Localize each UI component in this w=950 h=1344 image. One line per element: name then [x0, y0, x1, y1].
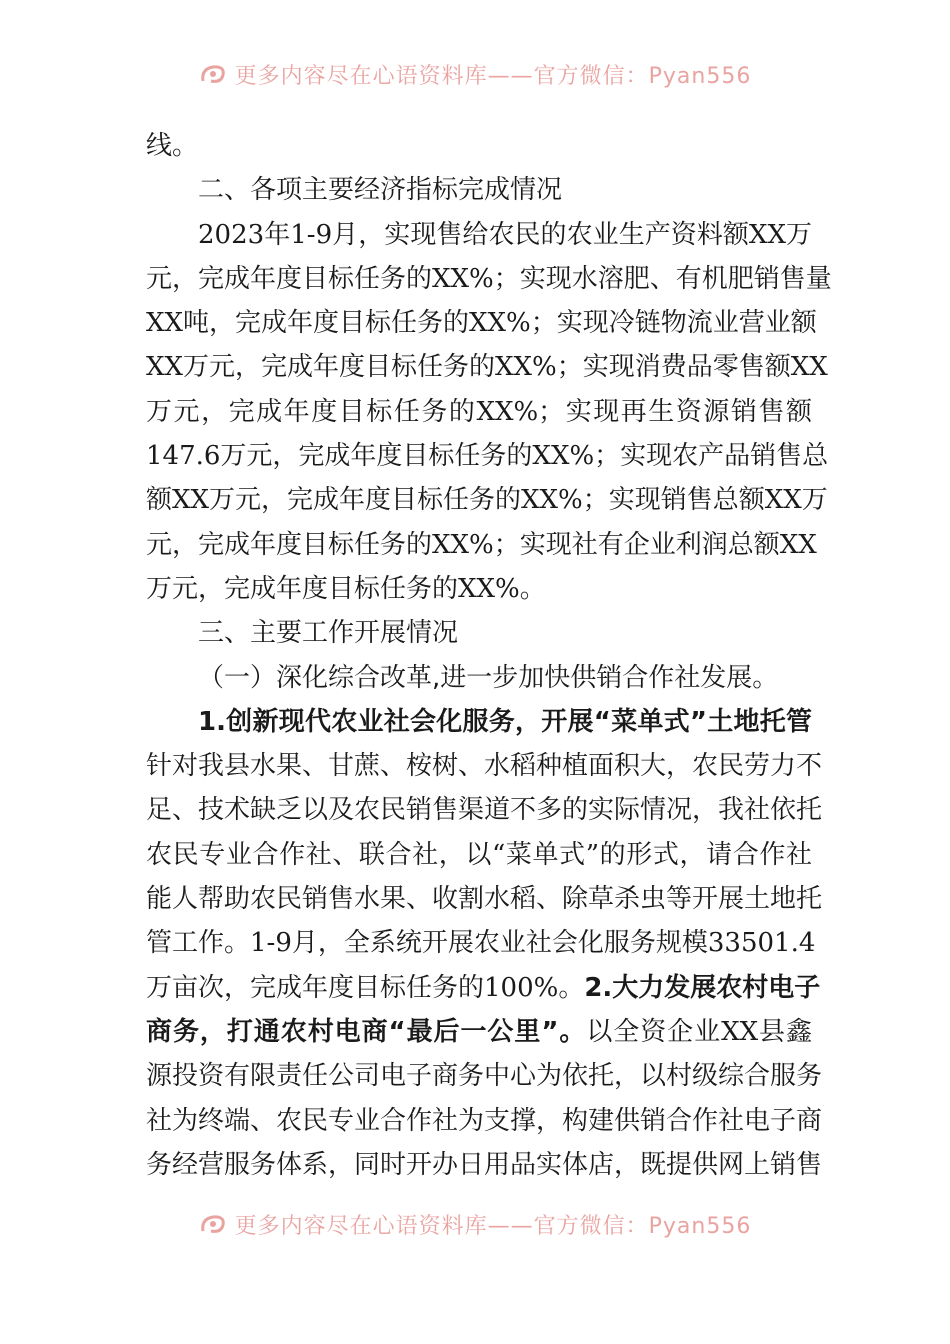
- bold-heading: 商务，打通农村电商“最后一公里”。: [146, 1016, 587, 1047]
- text-segment: 万亩次，完成年度目标任务的100%。: [146, 972, 585, 1003]
- text-line: 针对我县水果、甘蔗、桉树、水稻种植面积大，农民劳力不: [146, 751, 823, 782]
- watermark-text: 更多内容尽在心语资料库——官方微信：Pyan556: [234, 63, 752, 89]
- watermark-bottom: [0, 1204, 950, 1244]
- watermark-text: 更多内容尽在心语资料库——官方微信：Pyan556: [234, 1213, 752, 1239]
- subsection-heading: （一）深化综合改革,进一步加快供销合作社发展。: [198, 662, 779, 693]
- text-line: [146, 1010, 812, 1054]
- section-heading: 二、各项主要经济指标完成情况: [198, 175, 563, 206]
- text-line: 147.6万元，完成年度目标任务的XX%；实现农产品销售总: [146, 441, 829, 472]
- text-line: 额XX万元，完成年度目标任务的XX%；实现销售总额XX万: [146, 485, 828, 516]
- text-line: 元，完成年度目标任务的XX%；实现社有企业利润总额XX: [146, 529, 817, 560]
- bold-heading: 2.大力发展农村电子: [584, 972, 821, 1003]
- bold-heading-line: [146, 700, 812, 744]
- bold-heading: 1.创新现代农业社会化服务，开展“菜单式”土地托管: [198, 706, 812, 737]
- text-line: 足、技术缺乏以及农民销售渠道不多的实际情况，我社依托: [146, 795, 823, 826]
- text-line: 万元，完成年度目标任务的XX%；实现再生资源销售额: [146, 396, 812, 427]
- text-line: 源投资有限责任公司电子商务中心为依托，以村级综合服务: [146, 1061, 823, 1092]
- text-line: 务经营服务体系，同时开办日用品实体店，既提供网上销售: [146, 1149, 823, 1180]
- section-heading: 三、主要工作开展情况: [198, 618, 459, 649]
- text-line: 社为终端、农民专业合作社为支撑，构建供销合作社电子商: [146, 1105, 823, 1136]
- text-line: 2023年1-9月，实现售给农民的农业生产资料额XX万: [198, 219, 812, 250]
- text-line: 万元，完成年度目标任务的XX%。: [146, 573, 546, 604]
- text-line: 管工作。1-9月，全系统开展农业社会化服务规模33501.4: [146, 928, 816, 959]
- text-segment: 以全资企业XX县鑫: [586, 1016, 812, 1047]
- text-line: 元，完成年度目标任务的XX%；实现水溶肥、有机肥销售量: [146, 263, 832, 294]
- watermark-logo-icon: [199, 1211, 229, 1237]
- text-line: [146, 966, 821, 1010]
- text-line: 农民专业合作社、联合社，以“菜单式”的形式，请合作社: [146, 839, 812, 870]
- document-body: [146, 124, 832, 1187]
- text-line: 能人帮助农民销售水果、收割水稻、除草杀虫等开展土地托: [146, 884, 823, 915]
- watermark-logo-icon: [199, 61, 229, 87]
- watermark-top: [0, 54, 950, 94]
- text-line: XX万元，完成年度目标任务的XX%；实现消费品零售额XX: [146, 352, 828, 383]
- text-line: XX吨，完成年度目标任务的XX%；实现冷链物流业营业额: [146, 308, 817, 339]
- text-line: 线。: [146, 131, 199, 161]
